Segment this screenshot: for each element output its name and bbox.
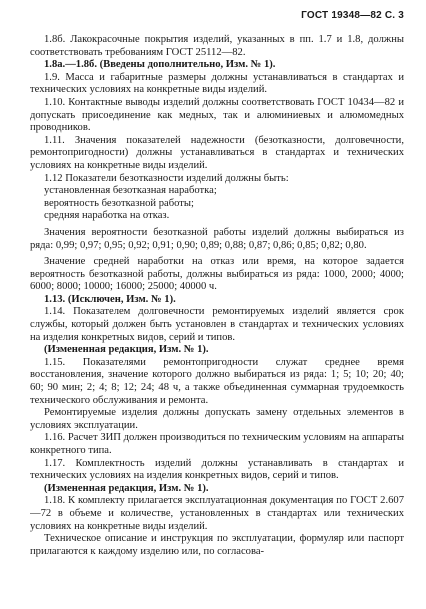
list-item-reliability-2: вероятность безотказной работы; [44,197,194,209]
paragraph-repair-elements: Ремонтируемые изделия должны допускать замену отдельных элементов в условиях эксплуатации. [30,407,404,431]
paragraph-1-9: 1.9. Масса и габаритные размеры должны устанавливаться в стандартах и технических условиях на конкретные виды изделий. [30,71,404,96]
paragraph-1-10: 1.10. Контактные выводы изделий должны соответствовать ГОСТ 10434—82 и допускать присоединение как медных, так и алюминиевых и алюмомедных проводников. [30,96,404,134]
paragraph-1-16: 1.16. Расчет ЗИП должен производиться по техническим условиям на аппараты конкретного типа. [30,432,404,456]
amendment-note-1-17: (Измененная редакция, Изм. № 1). [44,482,209,494]
paragraph-probability-values: Значения вероятности безотказной работы изделий должны выбираться из ряда: 0,99; 0,97; 0,95; 0,92; 0,91; 0,90; 0,89; 0,88; 0,87; 0,86; 0,85; 0,82; 0,80. [30,226,404,251]
paragraph-1-15: 1.15. Показателями ремонтопригодности служат среднее время восстановления, значение которого должно выбираться из ряда: 1; 5; 10; 20; 40; 60; 90 мин; 2; 4; 8; 12; 24; 48 ч, а также объединенная суммарная трудоемкость технического обслуживания и ремонта. [30,356,404,406]
paragraph-documentation: Техническое описание и инструкция по эксплуатации, формуляр или паспорт прилагаются к каждому изделию или, по согласова- [30,533,404,557]
paragraph-1-12: 1.12 Показатели безотказности изделий должны быть: [44,172,289,184]
paragraph-1-8b: 1.8б. Лакокрасочные покрытия изделий, указанных в пп. 1.7 и 1.8, должны соответствовать требованиям ГОСТ 25112—82. [30,34,404,58]
document-page [30,10,404,602]
paragraph-1-17: 1.17. Комплектность изделий должны устанавливать в стандартах и технических условиях на изделия конкретных видов, серий и типов. [30,457,404,482]
list-item-reliability-3: средняя наработка на отказ. [44,210,170,222]
paragraph-1-14: 1.14. Показателем долговечности ремонтируемых изделий является срок службы, который должен быть установлен в стандартах и технических условиях на изделия конкретных видов, серий и типов. [30,306,404,343]
list-item-reliability-1: установленная безотказная наработка; [44,185,217,197]
page-header: ГОСТ 19348—82 С. 3 [301,10,404,21]
amendment-note-1-14: (Измененная редакция, Изм. № 1). [44,344,209,356]
amendment-note-1-8: 1.8а.—1.8б. (Введены дополнительно, Изм. № 1). [44,59,276,71]
paragraph-1-18: 1.18. К комплекту прилагается эксплуатационная документация по ГОСТ 2.607—72 в объеме и количестве, установленных в стандартах или технических условиях на конкретные виды изделий. [30,495,404,532]
paragraph-1-11: 1.11. Значения показателей надежности (безотказности, долговечности, ремонтопригодности) должны устанавливаться в стандартах и технических условиях на конкретные виды изделий. [30,134,404,171]
document-body [30,34,404,558]
paragraph-1-13: 1.13. (Исключен, Изм. № 1). [44,293,176,305]
paragraph-mtbf-values: Значение средней наработки на отказ или время, на которое задается вероятность безотказной работы, должны выбираться из ряда: 1000, 2000; 4000; 6000; 8000; 10000; 16000; 25000; 40000 ч. [30,256,404,293]
